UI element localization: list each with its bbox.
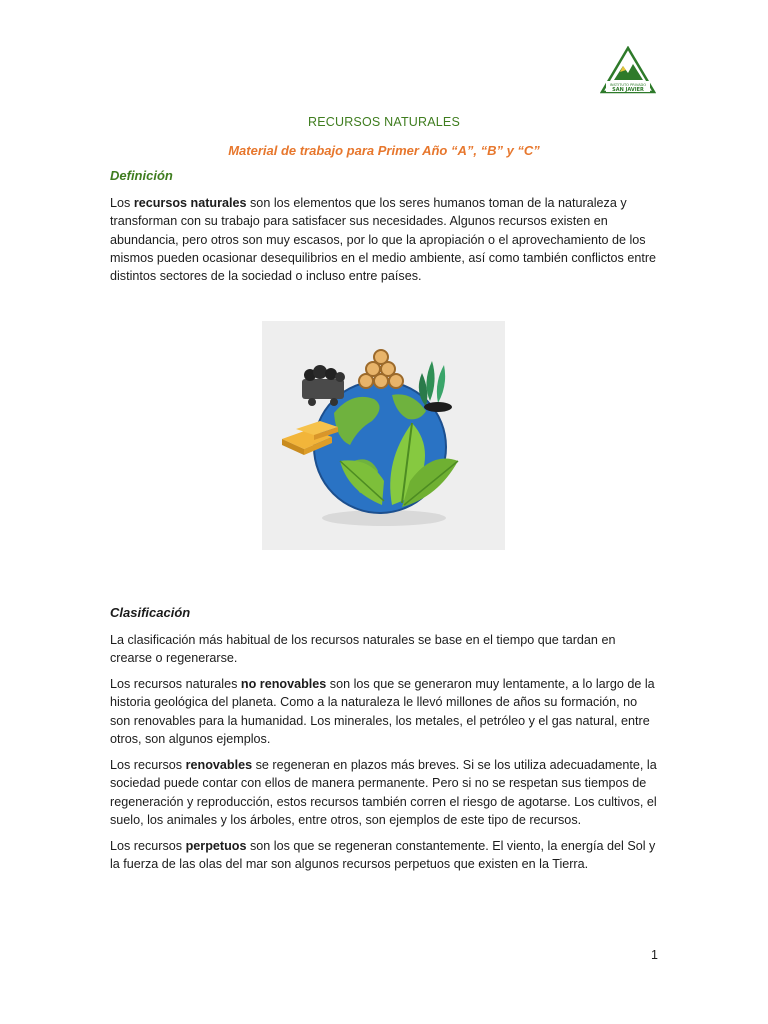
paragraph-no-renovables xyxy=(110,675,660,748)
text-bold: no renovables xyxy=(240,677,327,691)
paragraph-perpetuos xyxy=(110,837,660,874)
logo-line1: INSTITUTO PRIVADO xyxy=(609,83,647,87)
institute-logo xyxy=(600,46,656,94)
paragraph-clasificacion-1: La clasificación más habitual de los recursos naturales se base en el tiempo que tardan en crearse o regenerarse. xyxy=(110,633,616,666)
paragraph-definicion xyxy=(110,194,660,285)
paragraph-renovables xyxy=(110,756,660,829)
heading-definicion: Definición xyxy=(110,168,173,183)
globe-resources-icon xyxy=(262,321,505,550)
document-subtitle: Material de trabajo para Primer Año “A”, “B” y “C” xyxy=(228,143,540,158)
text-lead: Los recursos naturales xyxy=(110,677,241,691)
text-lead: Los xyxy=(110,196,134,210)
logo-line2: SAN JAVIER xyxy=(612,87,644,93)
text-rest: se regeneran en plazos más breves. Si se los utiliza adecuadamente, la sociedad puede contar con ellos de manera permanente. Pero si no se respetan sus tiempos de regeneración y reproducción, estos recursos también corren el riesgo de agotarse. Los cultivos, el suelo, los animales y los árboles, entre otros, son ejemplos de este tipo de recursos. xyxy=(110,758,657,827)
heading-clasificacion: Clasificación xyxy=(110,605,191,620)
page-number: 1 xyxy=(651,948,658,962)
text-rest: son los elementos que los seres humanos toman de la naturaleza y transforman con su trabajo para satisfacer sus necesidades. Algunos recursos existen en abundancia, pero otros son muy escasos, por lo que la apropiación o el aprovechamiento de los mismos pueden ocasionar desequilibrios en el medio ambiente, así como también conflictos entre distintos sectores de la sociedad o incluso entre países. xyxy=(110,196,657,284)
natural-resources-illustration xyxy=(262,321,505,550)
text-lead: Los recursos xyxy=(110,839,186,853)
text-bold: recursos naturales xyxy=(133,196,247,210)
text-bold: perpetuos xyxy=(185,839,247,853)
text-rest: son los que se regeneran constantemente. El viento, la energía del Sol y la fuerza de las olas del mar son algunos recursos perpetuos que existen en la Tierra. xyxy=(110,839,656,872)
text-lead: Los recursos xyxy=(110,758,186,772)
text-rest: son los que se generaron muy lentamente, a lo largo de la historia geológica del planeta. Como a la naturaleza le llevó millones de años su formación, no son renovables para la humanidad. Los minerales, los metales, el petróleo y el gas natural, entre otros, son algunos ejemplos. xyxy=(110,677,655,746)
document-title: RECURSOS NATURALES xyxy=(307,115,460,129)
text-bold: renovables xyxy=(185,758,253,772)
